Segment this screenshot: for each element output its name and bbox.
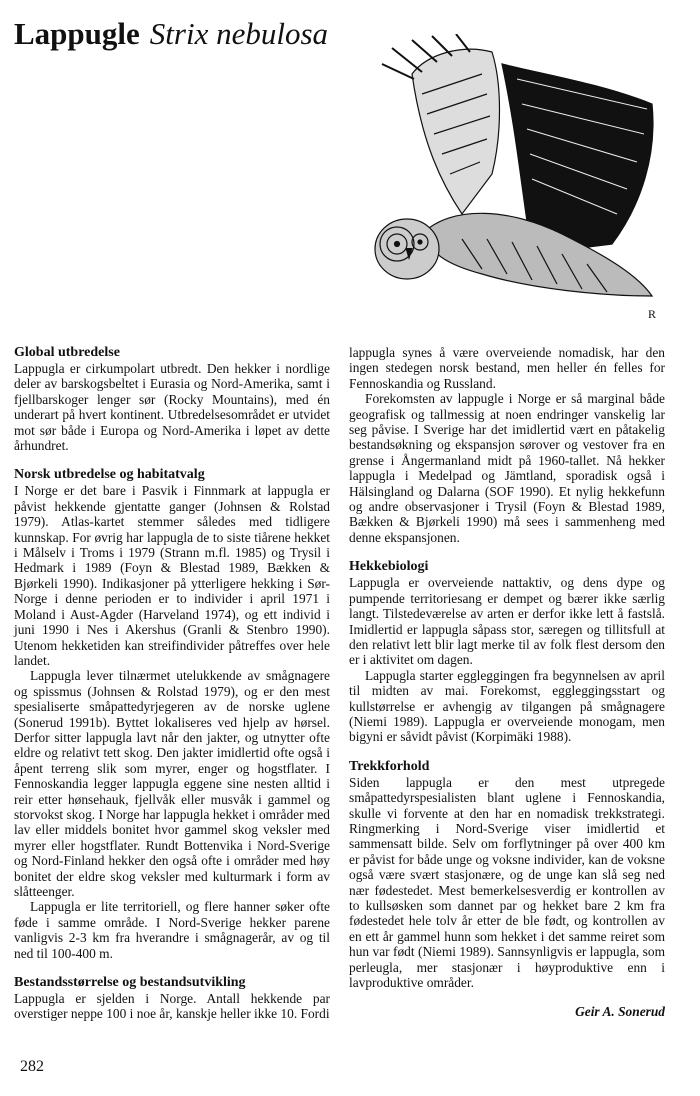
section-heading: Bestandsstørrelse og bestandsutvikling — [14, 975, 246, 991]
author-signature: Geir A. Sonerud — [575, 1004, 665, 1020]
species-latin-name: Strix nebulosa — [149, 16, 329, 51]
section-population-continued — [349, 345, 665, 545]
left-column — [14, 345, 330, 1036]
page-number: 282 — [20, 1058, 44, 1075]
section-migration — [349, 759, 665, 991]
section-global-distribution — [14, 345, 330, 453]
section-heading: Trekkforhold — [349, 758, 430, 774]
section-norwegian-distribution — [14, 467, 330, 961]
section-breeding-biology — [349, 559, 665, 744]
paragraph: Lappugla er overveiende nattaktiv, og dens dype og pumpende territoriesang er dempet og bærer ikke særlig langt. Tilstedeværelse av arten er derfor ikke lett å fastslå. Imidlertid er lappugla såpass stor, særegen og tillitsfull at den relativt lett blir lagt merke til av folk flest dersom den er i aktivitet om dagen. — [349, 575, 665, 668]
artist-mark: R — [648, 307, 657, 321]
right-column — [349, 345, 665, 1020]
great-grey-owl-illustration — [352, 34, 672, 324]
paragraph: Lappugla er lite territoriell, og flere hanner søker ofte føde i samme område. I Nord-Sverige hekker parene vanligvis 2-3 km fra hverandre i smågnagerår, av og til ned til 100-400 m. — [14, 899, 330, 961]
paragraph: Forekomsten av lappugle i Norge er så marginal både geografisk og tallmessig at noen endringer vanskelig lar seg påvise. I Sverige har det imidlertid vært en påtakelig bestandsøkning og ekspansjon sørover og vestover fra en grense i Ångermanland midt på 1960-tallet. Nå hekker lappugla i Medelpad og Jämtland, sporadisk også i Hälsingland og Dalarna (SOF 1990). Et nylig hekkefunn og andre observasjoner i Trysil (Foyn & Blestad 1989, Bækken & Bjørkeli 1990) må sees i sammenheng med denne ekspansjonen. — [349, 391, 665, 545]
paragraph: Lappugla starter eggleggingen fra begynnelsen av april til midten av mai. Forekomst, eggleggingsstart og kullstørrelse er avhengig av tilgangen på smågnagere (Niemi 1989). Lappugla er overveiende monogam, men bigyni er såvidt påvist (Korpimäki 1988). — [349, 667, 665, 745]
section-heading: Hekkebiologi — [349, 559, 429, 575]
section-heading: Norsk utbredelse og habitatvalg — [14, 467, 205, 483]
section-population — [14, 975, 330, 1022]
paragraph: Lappugla er sjelden i Norge. Antall hekkende par overstiger neppe 100 i noe år, kanskje heller ikke 10. Fordi — [14, 991, 330, 1022]
paragraph: I Norge er det bare i Pasvik i Finnmark at lappugla er påvist hekkende gjentatte ganger (Johnsen & Rolstad 1979). Atlas-kartet stemmer således med tidligere kunnskap. For øvrig har lappugla de to siste tiårene hekket i Målselv i Troms i 1979 (Strann m.fl. 1985) og Trysil i Hedmark i 1989 (Foyn & Blestad 1989, Bækken & Bjørkeli 1990). Indikasjoner på ytterligere hekking i Sør-Norge i denne perioden er to individer i april 1971 i Moland i Aust-Agder (Harveland 1974), og ett individ i juni 1990 i Nes i Akershus (Granli & Stenbro 1990). Utenom hekketiden kan streifindivider påtreffes over hele landet. — [14, 483, 330, 668]
species-common-name: Lappugle — [14, 16, 140, 51]
paragraph: Siden lappugla er den mest utpregede småpattedyrspesialisten blant uglene i Fennoskandia, skulle vi forvente at den har en nomadisk trekkstrategi. Ringmerking i Nord-Sverige viser imidlertid et sammensatt bilde. Selv om forflytninger på over 400 km er påvist for både unge og voksne individer, kan de voksne også være svært stasjonære, og de unge kan slå seg ned nær fødestedet. Mest bemerkelsesverdig er kontrollen av to kullsøsken som dannet par og hekket bare 2 km fra fødestedet hele tolv år etter de ble født, og kontrollen av en ett år gammel hunn som hekket i det samme reiret som hun var født (Niemi 1989). Sannsynligvis er lappugla, som perleugla, mer stasjonær i høyproduktive enn i lavproduktive områder. — [349, 774, 665, 991]
paragraph: Lappugla er cirkumpolart utbredt. Den hekker i nordlige deler av barskogsbeltet i Eurasia og Nord-Amerika, samt i fjellbarskoger lenger sør (Rocky Mountains), med én underart på hvert kontinent. Utbredelsesområdet er utvidet mot sør både i Europa og Nord-Amerika i løpet av dette århundret. — [14, 361, 330, 454]
section-heading: Global utbredelse — [14, 345, 120, 360]
paragraph: lappugla synes å være overveiende nomadisk, har den ingen stedegen norsk bestand, men heller én felles for Fennoskandia og Russland. — [349, 345, 665, 391]
paragraph: Lappugla lever tilnærmet utelukkende av smågnagere og spissmus (Johnsen & Rolstad 1979), og er den mest spesialiserte småpattedyrjegeren av de norske uglene (Sonerud 1991b). Byttet lokaliseres ved hjelp av hørsel. Derfor sitter lappugla lavt når den jakter, og utnytter ofte eldre og relativt tett skog. Den jakter imidlertid ofte også i åpent terreng slik som myrer, enger og hogstflater. I Fennoskandia legger lappugla eggene sine nesten alltid i reir etter hønsehauk, fjellvåk eller musvåk i gammel og storvokst skog. I Norge har lappugla hekket i områder med lav eller middels bonitet hvor gammel skog veksler med myrer eller hogstflater. Rundt Bottenvika i Nord-Sverige og Nord-Finland hekker den også ofte i områder med høy bonitet der eldre skog veksler med kulturmark i form av slåtteenger. — [14, 668, 330, 899]
page-title — [14, 14, 328, 54]
